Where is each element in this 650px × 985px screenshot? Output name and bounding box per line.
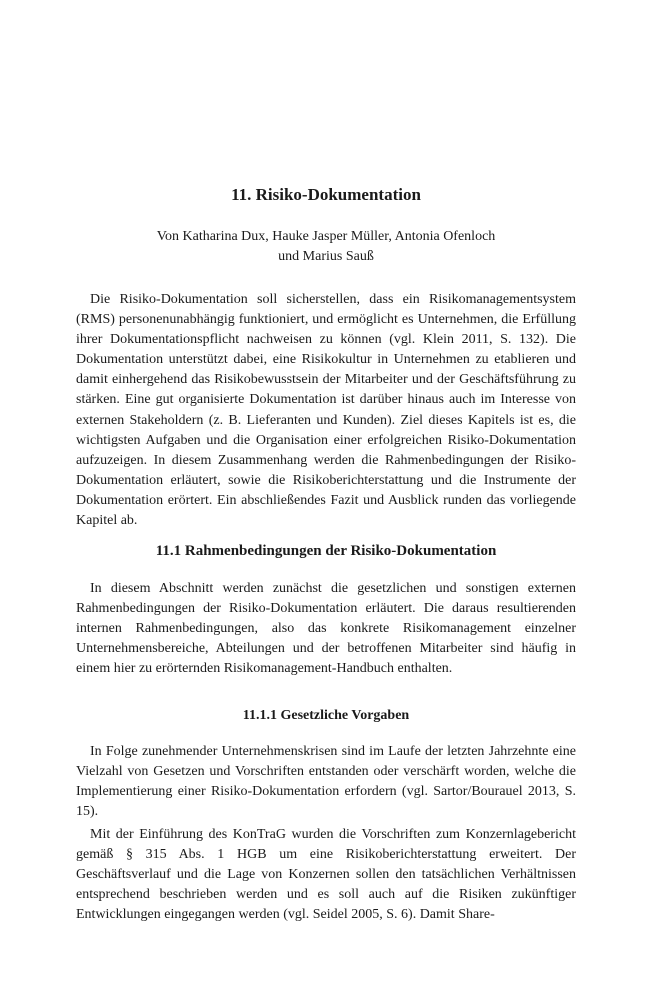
authors-line-1: Von Katharina Dux, Hauke Jasper Müller, Antonia Ofenloch	[156, 229, 496, 244]
section-heading-11-1-1: 11.1.1 Gesetzliche Vorgaben	[242, 708, 410, 723]
section-11-1-1-paragraph-2: Mit der Einführung des KonTraG wurden die Vorschriften zum Konzernlagebericht gemäß § 315 Abs. 1 HGB um eine Risikoberichterstattung erweitert. Der Geschäftsverlauf und die Lage von Konzernen sollen den tatsächlichen Verhältnissen entsprechend beschrieben werden und es soll auch auf die Risiken zukünftiger Entwicklungen eingegangen werden (vgl. Seidel 2005, S. 6). Damit Share-	[76, 827, 576, 923]
section-11-1-1-paragraph-1: In Folge zunehmender Unternehmenskrisen sind im Laufe der letzten Jahrzehnte eine Vielzahl von Gesetzen und Vorschriften entstanden oder verschärft worden, welche die Implementierung einer Risiko-Dokumentation erfordern (vgl. Sartor/Bourauel 2013, S. 15).	[76, 744, 576, 820]
chapter-title: 11. Risiko-Dokumentation	[231, 185, 421, 204]
section-heading-11-1: 11.1 Rahmenbedingungen der Risiko-Dokumentation	[155, 543, 497, 559]
authors-line-2: und Marius Sauß	[278, 249, 374, 264]
intro-paragraph: Die Risiko-Dokumentation soll sicherstellen, dass ein Risikomanagementsystem (RMS) personenunabhängig funktioniert, und ermöglicht es Unternehmen, die Erfüllung ihrer Dokumentationspflicht nachweisen zu können (vgl. Klein 2011, S. 132). Die Dokumentation unterstützt dabei, eine Risikokultur in Unternehmen zu etablieren und damit einhergehend das Risikobewusstsein der Mitarbeiter und der Geschäftsführung zu stärken. Eine gut organisierte Dokumentation ist darüber hinaus auch im Interesse von externen Stakeholdern (z. B. Lieferanten und Kunden). Ziel dieses Kapitels ist es, die wichtigsten Aufgaben und die Organisation einer erfolgreichen Risiko-Dokumentation aufzuzeigen. In diesem Zusammenhang werden die Rahmenbedingungen der Risiko-Dokumentation erläutert, sowie die Risikoberichterstattung und die Instrumente der Dokumentation erörtert. Ein abschließendes Fazit und Ausblick runden das vorliegende Kapitel ab.	[76, 292, 576, 529]
chapter-authors	[76, 227, 576, 267]
section-11-1-paragraph: In diesem Abschnitt werden zunächst die gesetzlichen und sonstigen externen Rahmenbedingungen der Risiko-Dokumentation erläutert. Die daraus resultierenden internen Rahmenbedingungen, also das konkrete Risikomanagement einzelner Unternehmensbereiche, Abteilungen und der betroffenen Mitarbeiter sind häufig in einem hier zu erörternden Risikomanagement-Handbuch enthalten.	[76, 581, 576, 677]
